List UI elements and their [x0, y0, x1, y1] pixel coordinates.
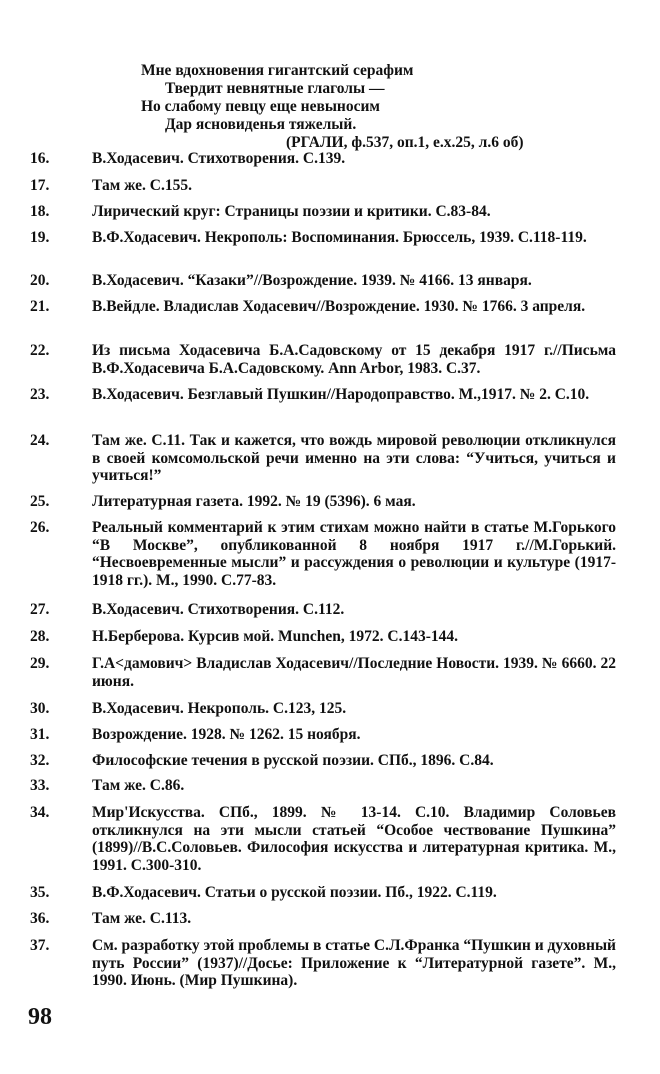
- endnote-number: 36.: [30, 910, 50, 927]
- endnote-number: 34.: [30, 804, 50, 821]
- endnote-number: 16.: [30, 150, 50, 167]
- endnote-text: Философские течения в русской поэзии. СПб., 1896. С.84.: [92, 752, 494, 769]
- endnote-number: 22.: [30, 342, 50, 359]
- endnote-number: 35.: [30, 884, 50, 901]
- endnote-text: Возрождение. 1928. № 1262. 15 ноября.: [92, 726, 361, 743]
- poem-line-3: Но слабому певцу еще невыносим: [141, 98, 380, 115]
- endnote-text: Там же. С.86.: [92, 777, 185, 794]
- endnote-text: В.Вейдле. Владислав Ходасевич//Возрождение. 1930. № 1766. 3 апреля.: [92, 298, 586, 315]
- endnote-text: Г.А<дамович> Владислав Ходасевич//Последние Новости. 1939. № 6660. 22 июня.: [92, 655, 616, 690]
- poem-line-4: Дар ясновиденья тяжелый.: [165, 116, 357, 133]
- endnote-text: Там же. С.155.: [92, 177, 192, 194]
- endnote-text: Там же. С.11. Так и кажется, что вождь мировой революции откликнулся в своей комсомольской речи именно на эти слова: “Учиться, учиться и учиться!”: [92, 432, 616, 484]
- endnote-text: В.Ф.Ходасевич. Некрополь: Воспоминания. Брюссель, 1939. С.118-119.: [92, 229, 587, 246]
- endnote-text: Мир'Искусства. СПб., 1899. № 13-14. С.10. Владимир Соловьев откликнулся на эти мысли статьей “Особое чествование Пушкина” (1899)//В.С.Соловьев. Философия искусства и литературная критика. М., 1991. С.300-310.: [92, 804, 616, 874]
- endnote-number: 23.: [30, 386, 50, 403]
- endnote-number: 21.: [30, 298, 50, 315]
- endnote-number: 20.: [30, 272, 50, 289]
- endnote-number: 29.: [30, 655, 50, 672]
- endnote-number: 31.: [30, 726, 50, 743]
- endnote-text: Литературная газета. 1992. № 19 (5396). 6 мая.: [92, 493, 416, 510]
- poem-line-2: Твердит невнятные глаголы —: [165, 80, 385, 97]
- page-number: 98: [28, 1004, 52, 1030]
- endnote-number: 18.: [30, 203, 50, 220]
- endnote-number: 28.: [30, 628, 50, 645]
- endnote-text: См. разработку этой проблемы в статье С.Л.Франка “Пушкин и духовный путь России” (1937)//Досье: Приложение к “Литературной газете”. М., 1990. Июнь. (Мир Пушкина).: [92, 937, 616, 989]
- endnote-number: 17.: [30, 177, 50, 194]
- endnote-number: 19.: [30, 229, 50, 246]
- endnote-text: В.Ф.Ходасевич. Статьи о русской поэзии. Пб., 1922. С.119.: [92, 884, 497, 901]
- endnote-number: 33.: [30, 777, 50, 794]
- endnote-number: 24.: [30, 432, 50, 449]
- endnote-text: В.Ходасевич. Стихотворения. С.139.: [92, 150, 346, 167]
- endnote-number: 26.: [30, 519, 50, 536]
- poem-line-1: Мне вдохновения гигантский серафим: [141, 62, 414, 79]
- endnote-text: Там же. С.113.: [92, 910, 192, 927]
- endnote-number: 32.: [30, 752, 50, 769]
- endnote-text: В.Ходасевич. “Казаки”//Возрождение. 1939. № 4166. 13 января.: [92, 272, 532, 289]
- endnote-number: 37.: [30, 937, 50, 954]
- endnote-number: 27.: [30, 601, 50, 618]
- poem-source: (РГАЛИ, ф.537, оп.1, е.х.25, л.6 об): [286, 134, 524, 151]
- endnote-text: В.Ходасевич. Безглавый Пушкин//Народоправство. М.,1917. № 2. С.10.: [92, 386, 590, 403]
- endnote-text: Из письма Ходасевича Б.А.Садовскому от 15 декабря 1917 г.//Письма В.Ф.Ходасевича Б.А.Садовскому. Ann Arbor, 1983. С.37.: [92, 342, 616, 377]
- endnote-number: 25.: [30, 493, 50, 510]
- endnote-text: Н.Берберова. Курсив мой. Munchen, 1972. С.143-144.: [92, 628, 458, 645]
- endnote-text: В.Ходасевич. Некрополь. С.123, 125.: [92, 700, 347, 717]
- endnote-number: 30.: [30, 700, 50, 717]
- endnote-text: Реальный комментарий к этим стихам можно найти в статье М.Горького “В Москве”, опубликованной 8 ноября 1917 г.//М.Горький. “Несвоевременные мысли” и рассуждения о революции и культуре (1917-1918 гг.). М., 1990. С.77-83.: [92, 519, 616, 589]
- endnote-text: Лирический круг: Страницы поэзии и критики. С.83-84.: [92, 203, 491, 220]
- endnote-text: В.Ходасевич. Стихотворения. С.112.: [92, 601, 345, 618]
